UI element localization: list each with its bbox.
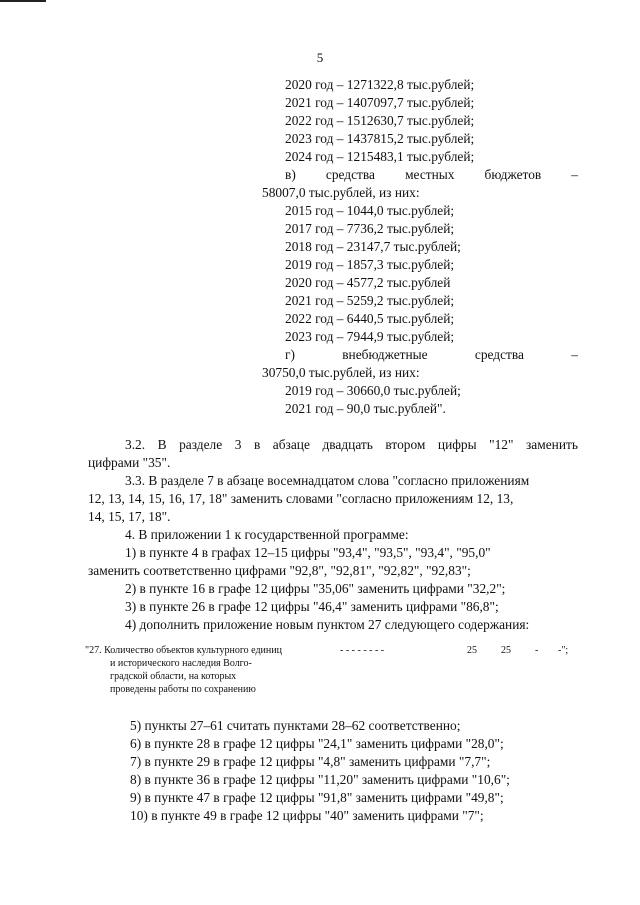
text-line: 2022 год – 1512630,7 тыс.рублей; — [285, 113, 475, 128]
word: внебюджетные — [342, 347, 428, 362]
text-line: 2015 год – 1044,0 тыс.рублей; — [285, 203, 455, 218]
text-line: 2022 год – 6440,5 тыс.рублей; — [285, 311, 455, 326]
text-line: 2019 год – 30660,0 тыс.рублей; — [285, 383, 461, 398]
word: цифры — [437, 437, 477, 452]
list-item: 10) в пункте 49 в графе 12 цифры "40" заменить цифрами "7"; — [130, 808, 484, 823]
table-cell: проведены работы по сохранению — [110, 684, 256, 695]
text-line: 2018 год – 23147,7 тыс.рублей; — [285, 239, 461, 254]
word: – — [571, 167, 578, 182]
table-cell-dashes: - - - - - - - - — [340, 645, 385, 656]
word: разделе — [179, 437, 223, 452]
word: "12" — [489, 437, 514, 452]
text-line: 1) в пункте 4 в графах 12–15 цифры "93,4", "93,5", "93,4", "95,0" — [125, 545, 491, 560]
text-line: 3) в пункте 26 в графе 12 цифры "46,4" заменить цифрами "86,8"; — [125, 599, 499, 614]
text-line: 2023 год – 7944,9 тыс.рублей; — [285, 329, 455, 344]
list-item: 5) пункты 27–61 считать пунктами 28–62 соответственно; — [130, 718, 461, 733]
text-line: 2020 год – 1271322,8 тыс.рублей; — [285, 77, 475, 92]
table-cell: -"; — [558, 645, 569, 656]
word: 3 — [234, 437, 242, 452]
text-line: 2023 год – 1437815,2 тыс.рублей; — [285, 131, 475, 146]
word: абзаце — [272, 437, 310, 452]
word: 3.2. — [125, 437, 146, 452]
text-line: 2021 год – 90,0 тыс.рублей". — [285, 401, 446, 416]
text-line: 12, 13, 14, 15, 16, 17, 18" заменить словами "согласно приложениям 12, 13, — [88, 491, 514, 506]
text-line: 2) в пункте 16 в графе 12 цифры "35,06" заменить цифрами "32,2"; — [125, 581, 506, 596]
text-line: 4. В приложении 1 к государственной программе: — [125, 527, 409, 542]
word: втором — [385, 437, 426, 452]
list-item: 9) в пункте 47 в графе 12 цифры "91,8" заменить цифрами "49,8"; — [130, 790, 504, 805]
word: местных — [405, 167, 455, 182]
text-line: цифрами "35". — [88, 455, 171, 470]
text-line: 2017 год – 7736,2 тыс.рублей; — [285, 221, 455, 236]
table-cell: градской области, на которых — [110, 671, 237, 682]
list-item: 7) в пункте 29 в графе 12 цифры "4,8" заменить цифрами "7,7"; — [130, 754, 491, 769]
text-line: 2024 год – 1215483,1 тыс.рублей; — [285, 149, 475, 164]
text-line: заменить соответственно цифрами "92,8", "92,81", "92,82", "92,83"; — [88, 563, 471, 578]
text-line: 2020 год – 4577,2 тыс.рублей — [285, 275, 451, 290]
word: заменить — [526, 437, 578, 452]
text-line: 58007,0 тыс.рублей, из них: — [262, 185, 420, 200]
text-line: 3.3. В разделе 7 в абзаце восемнадцатом слова "согласно приложениям — [125, 473, 530, 488]
word: в — [253, 437, 261, 452]
list-item: 6) в пункте 28 в графе 12 цифры "24,1" заменить цифрами "28,0"; — [130, 736, 504, 751]
word: г) — [285, 347, 295, 362]
table-cell: "27. Количество объектов культурного единиц — [85, 645, 282, 656]
text-line: 2021 год – 5259,2 тыс.рублей; — [285, 293, 455, 308]
text-line: 14, 15, 17, 18". — [88, 509, 171, 524]
word: средства — [325, 167, 375, 182]
table-cell: 25 — [501, 645, 511, 656]
page-number: 5 — [316, 50, 324, 65]
word: в) — [285, 167, 296, 182]
word: двадцать — [322, 437, 373, 452]
word: бюджетов — [484, 167, 542, 182]
text-line: 30750,0 тыс.рублей, из них: — [262, 365, 420, 380]
text-line: 2021 год – 1407097,7 тыс.рублей; — [285, 95, 475, 110]
text-line: 2019 год – 1857,3 тыс.рублей; — [285, 257, 455, 272]
table-cell: и исторического наследия Волго- — [110, 658, 252, 669]
list-item: 8) в пункте 36 в графе 12 цифры "11,20" заменить цифрами "10,6"; — [130, 772, 510, 787]
table-cell: - — [535, 645, 539, 656]
text-line: 4) дополнить приложение новым пунктом 27 следующего содержания: — [125, 617, 530, 632]
word: – — [571, 347, 578, 362]
table-cell: 25 — [467, 645, 477, 656]
word: В — [157, 437, 167, 452]
word: средства — [474, 347, 524, 362]
